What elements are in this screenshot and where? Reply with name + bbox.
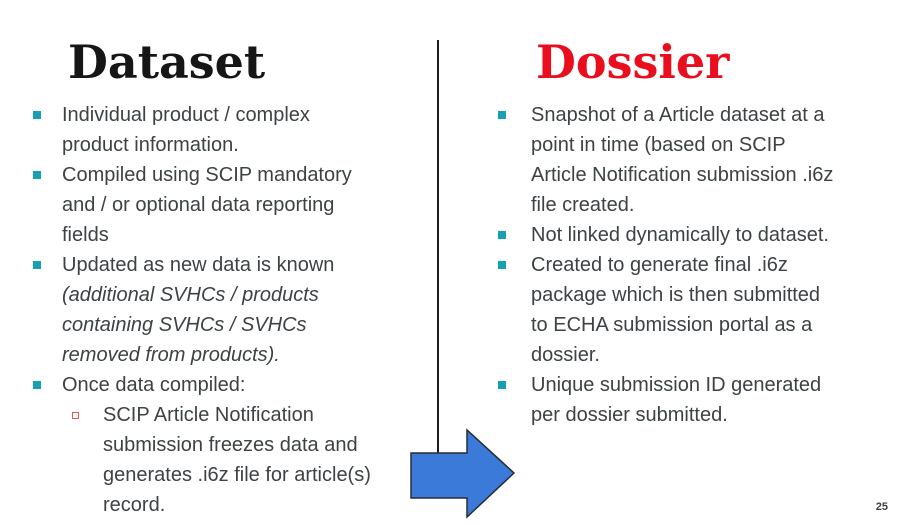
square-bullet-icon: [33, 171, 41, 179]
bullet-text: Once data compiled:: [62, 374, 246, 396]
square-bullet-icon: [498, 381, 506, 389]
bullet-text-normal: Updated as new data is known: [62, 254, 335, 276]
bullet-text: Individual product / complex product information.: [62, 104, 310, 156]
vertical-divider-line: [437, 40, 439, 453]
bullet-text: Unique submission ID generated per dossier submitted.: [531, 374, 822, 426]
dataset-sub-bullet-list: [33, 400, 413, 520]
bullet-text: Not linked dynamically to dataset.: [531, 224, 829, 246]
list-item: [33, 370, 413, 400]
square-bullet-icon: [33, 381, 41, 389]
bullet-text: Created to generate final .i6z package which is then submitted to ECHA submission portal as a dossier.: [531, 254, 821, 366]
dossier-bullet-list: [498, 100, 858, 430]
dataset-bullet-list: [33, 100, 413, 400]
list-item: [498, 220, 858, 250]
list-item: [33, 100, 413, 160]
square-bullet-icon: [498, 111, 506, 119]
dataset-column: [33, 34, 413, 520]
sub-bullet-text: SCIP Article Notification submission freezes data and generates .i6z file for article(s) record.: [103, 404, 371, 516]
list-item: [498, 250, 858, 370]
bullet-text: Snapshot of a Article dataset at a point in time (based on SCIP Article Notification submission .i6z file created.: [531, 104, 834, 216]
page-number: 25: [875, 501, 888, 513]
list-item: [498, 100, 858, 220]
bullet-text-italic: (additional SVHCs / products containing SVHCs / SVHCs removed from products).: [62, 284, 319, 366]
square-bullet-icon: [33, 261, 41, 269]
square-bullet-icon: [33, 111, 41, 119]
right-arrow-shape: [411, 430, 514, 517]
right-arrow-icon: [407, 427, 517, 520]
sub-list-item: [72, 400, 413, 520]
dossier-title: Dossier: [536, 35, 730, 89]
hollow-square-bullet-icon: [72, 412, 79, 419]
square-bullet-icon: [498, 261, 506, 269]
bullet-text: Compiled using SCIP mandatory and / or optional data reporting fields: [62, 164, 352, 246]
bullet-text: [62, 250, 374, 370]
list-item: [33, 160, 413, 250]
list-item: [33, 250, 413, 370]
square-bullet-icon: [498, 231, 506, 239]
dossier-column: [498, 34, 858, 430]
dataset-title: Dataset: [68, 35, 266, 89]
list-item: [498, 370, 858, 430]
